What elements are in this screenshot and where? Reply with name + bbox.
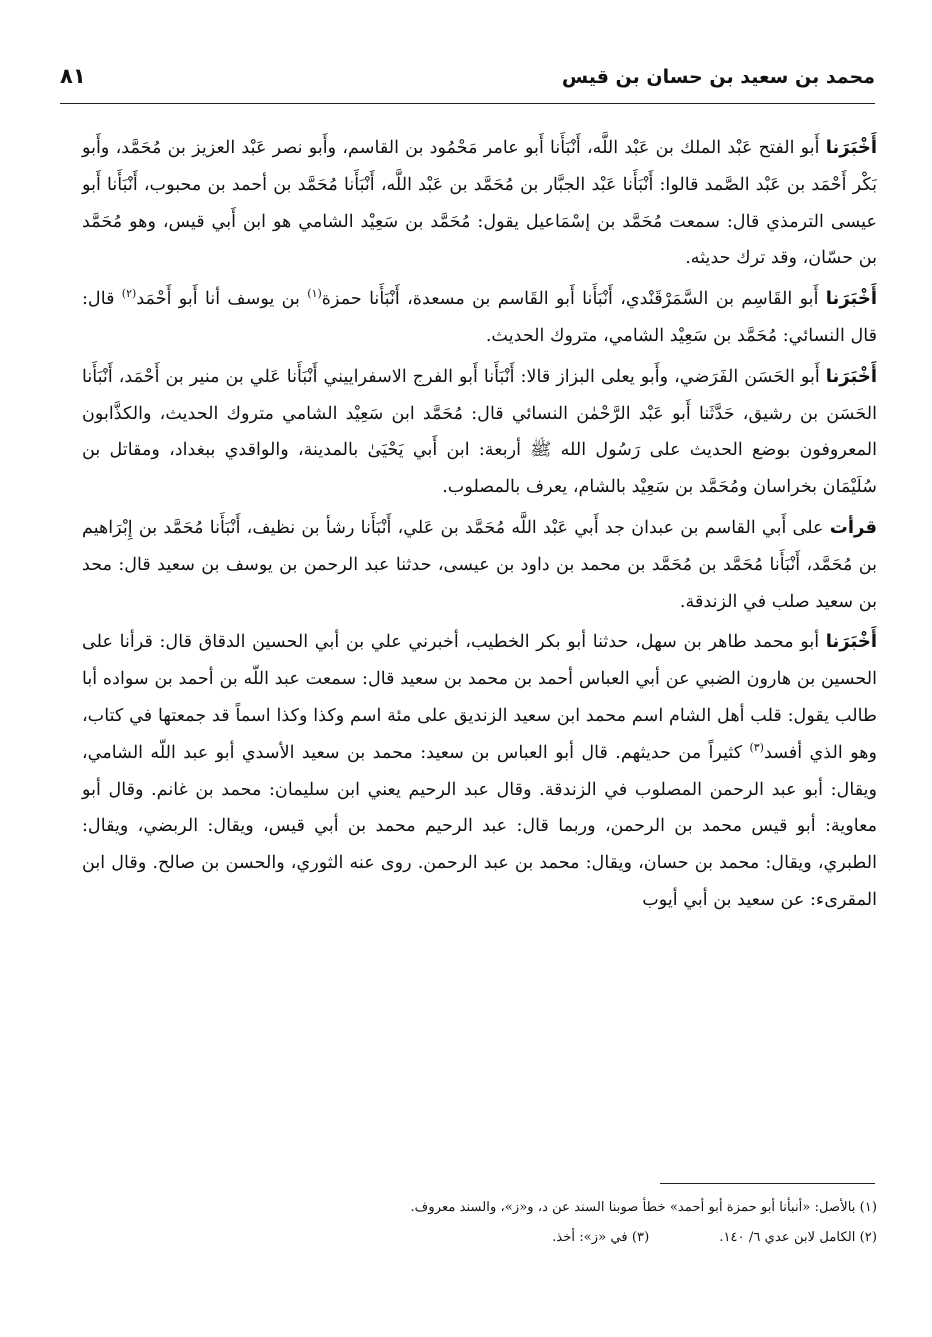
- page-number: ٨١: [60, 64, 86, 88]
- footnote-3: (٣) في «ز»: أخذ.: [552, 1230, 650, 1245]
- paragraph-body: أبو محمد طاهر بن سهل، حدثنا أبو بكر الخطيب، أخبرني علي بن أبي الحسين الدقاق قال: قرأنا على الحسين بن هارون الضبي عن أبي العباس أحمد بن محمد بن سعيد قال: سمعت عبد اللّه بن أحمد بن سواده أبا طالب يقول: قلب أهل الشام اسم محمد ابن سعيد الزنديق على مئة اسم وكذا وكذا اسماً قد جمعتها في كتاب، وهو الذي أفسد: [82, 632, 877, 763]
- paragraph-body: بن يوسف أنا أَبو أَحْمَد: [136, 289, 300, 310]
- footnote-ref-3: (٣): [749, 740, 764, 754]
- paragraph-body: أَبو القَاسِم بن السَّمَرْقَنْدي، أَنْبَأَنا أَبو القَاسم بن مسعدة، أَنْبَأَنا حمزة: [321, 289, 819, 310]
- paragraph-1: [82, 130, 877, 277]
- paragraph-lead: أَخْبَرَنا: [825, 631, 877, 653]
- footnote-2: (٢) الكامل لابن عدي ٦/ ١٤٠.: [719, 1230, 877, 1245]
- paragraph-2: [82, 281, 877, 355]
- footnote-rule: [660, 1183, 875, 1184]
- footnote-row: [82, 1223, 877, 1253]
- header-rule: [60, 103, 875, 104]
- paragraph-lead: قرأت: [829, 516, 877, 538]
- paragraph-lead: أَخْبَرَنا: [825, 288, 878, 310]
- paragraph-5: [82, 624, 877, 918]
- running-title: محمد بن سعيد بن حسان بن قيس: [561, 66, 875, 88]
- paragraph-body: أَبو الفتح عَبْد الملك بن عَبْد اللَّه، أَنْبَأَنا أَبو عامر مَحْمُود بن القاسم، وأَبو نصر عَبْد العزيز بن مُحَمَّد، وأَبو بَكْر أَحْمَد بن عَبْد الصَّمد قالوا: أَنْبَأَنا عَبْد الجبَّار بن مُحَمَّد بن عَبْد اللَّه، أَنْبَأَنا مُحَمَّد بن أحمد بن محبوب، أَنْبَأَنا أَبو عيسى الترمذي قال: سمعت مُحَمَّد بن إسْمَاعيل يقول: مُحَمَّد بن سَعِيْد الشامي هو ابن أَبي قيس، وهو مُحَمَّد بن حسّان، وقد ترك حديثه.: [82, 138, 877, 269]
- footnote-ref-2: (٢): [121, 287, 137, 301]
- footnote-ref-1: (١): [307, 287, 322, 301]
- paragraph-body: كثيراً من حديثهم. قال أبو العباس بن سعيد: محمد بن سعيد الأسدي أبو عبد اللّه الشامي، ويقال: أبو عبد الرحمن المصلوب في الزندقة. وقال عبد الرحيم يعني ابن سليمان: محمد بن غانم. وقال أبو معاوية: أبو قيس محمد بن الرحمن، وربما قال: عبد الرحيم محمد بن أبي قيس، ويقال: الربضي، ويقال: الطبري، ويقال: محمد بن حسان، ويقال: محمد بن عبد الرحمن. روى عنه الثوري، والحسن بن صالح. وقال ابن المقرىء: عن سعيد بن أبي أيوب: [82, 742, 877, 910]
- main-text: [82, 130, 877, 923]
- paragraph-lead: أَخْبَرَنا: [825, 365, 877, 387]
- paragraph-body: على أَبي القاسم بن عبدان جد أَبي عَبْد اللَّه مُحَمَّد بن عَلي، أَنْبَأَنا رشأ بن نظيف، أَنْبَأَنا مُحَمَّد بن إِبْرَاهيم بن مُحَمَّد، أَنْبَأَنا مُحَمَّد بن مُحَمَّد بن محمد بن داود بن عيسى، حدثنا عبد الرحمن بن يوسف بن سعيد قال: محد بن سعيد صلب في الزندقة.: [82, 517, 877, 612]
- paragraph-4: [82, 510, 877, 620]
- paragraph-lead: أَخْبَرَنا: [825, 137, 877, 158]
- paragraph-3: [82, 359, 877, 506]
- footnote-1: (١) بالأصل: «أنبأنا أبو حمزة أبو أحمد» خطأ صوبنا السند عن د، و«ز»، والسند معروف.: [410, 1200, 877, 1215]
- paragraph-body: أَبو الحَسَن الفَرَضي، وأَبو يعلى البزاز قالا: أَنْبَأَنا أَبو الفرج الاسفراييني أَنْبَأَنا عَلي بن منير بن أَحْمَد، أَنْبَأَنا الحَسَن بن رشيق، حَدَّثَنا أَبو عَبْد الرَّحْمٰن النسائي قال: مُحَمَّد ابن سَعِيْد الشامي متروك الحديث، والكذَّابون المعروفون بوضع الحديث على رَسُول الله ﷺ أربعة: ابن أَبي يَحْيَىٰ بالمدينة، والواقدي ببغداد، ومقاتل بن سُلَيْمَان بخراسان ومُحَمَّد بن سَعِيْد بالشام، يعرف بالمصلوب.: [82, 366, 877, 498]
- page-header: [60, 62, 875, 98]
- paragraph-body: قال: قال النسائي: مُحَمَّد بن سَعِيْد الشامي، متروك الحديث.: [82, 289, 877, 346]
- footnotes: [82, 1193, 877, 1253]
